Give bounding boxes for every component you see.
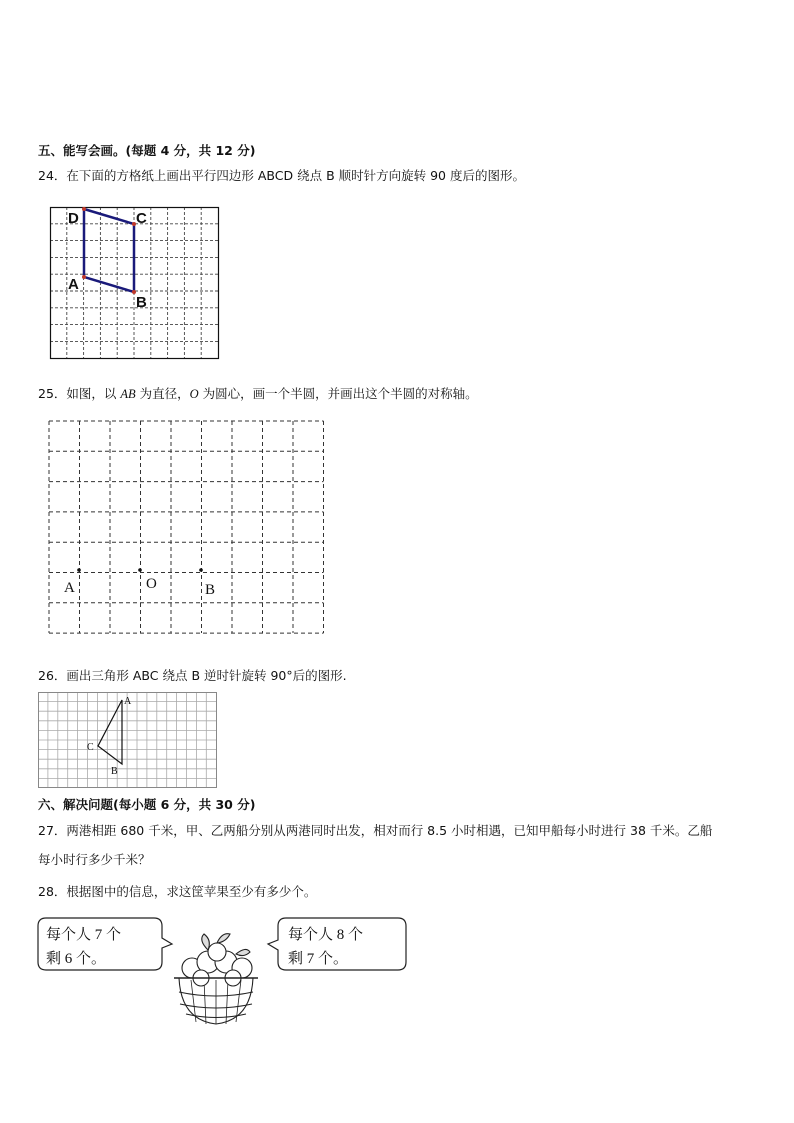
parallelogram-abcd — [84, 209, 134, 292]
section-5-heading: 五、能写会画。(每题 4 分，共 12 分) — [38, 143, 256, 158]
question-27-line-2: 每小时行多少千米？ — [38, 852, 151, 867]
question-27-line-1: 27．两港相距 680 千米，甲、乙两船分别从两港同时出发，相对而行 8.5 小时相遇，已知甲船每小时进行 38 千米。乙船 — [38, 823, 713, 838]
label-c: C — [87, 742, 94, 753]
label-b: B — [111, 766, 118, 777]
bubble-right-line-1: 每个人 8 个 — [288, 927, 364, 943]
question-26-text: 26．画出三角形 ABC 绕点 B 逆时针旋转 90°后的图形. — [38, 668, 347, 683]
bubble-right-line-2: 剩 7 个。 — [288, 951, 349, 967]
q24-grid-figure — [50, 207, 220, 360]
vertex-a-dot — [82, 275, 86, 279]
point-a-dot — [77, 568, 81, 572]
bubble-left-line-1: 每个人 7 个 — [46, 927, 122, 943]
label-b: B — [136, 294, 147, 311]
label-o: O — [146, 576, 157, 592]
label-c: C — [136, 210, 147, 227]
point-b-dot — [199, 568, 203, 572]
q25-grid-figure — [48, 420, 324, 635]
q26-grid-figure — [38, 692, 218, 789]
label-a: A — [68, 276, 79, 293]
question-25-text: 25．如图，以 AB 为直径，O 为圆心，画一个半圆，并画出这个半圆的对称轴。 — [38, 386, 478, 401]
vertex-d-dot — [82, 207, 86, 211]
label-b: B — [205, 582, 216, 598]
speech-bubble-right — [268, 918, 406, 970]
label-d: D — [68, 210, 79, 227]
question-24-text: 24．在下面的方格纸上画出平行四边形 ABCD 绕点 B 顺时针方向旋转 90 度后的图形。 — [38, 168, 525, 183]
apple-basket-icon — [174, 934, 258, 1024]
triangle-abc — [98, 700, 122, 764]
question-28-text: 28．根据图中的信息，求这筐苹果至少有多少个。 — [38, 884, 317, 899]
label-a: A — [64, 580, 75, 596]
section-6-heading: 六、解决问题(每小题 6 分，共 30 分) — [38, 797, 256, 812]
bubble-left-line-2: 剩 6 个。 — [46, 951, 107, 967]
label-a: A — [124, 696, 132, 707]
q28-illustration — [36, 912, 411, 1030]
speech-bubble-left — [38, 918, 172, 970]
point-o-dot — [138, 568, 142, 572]
